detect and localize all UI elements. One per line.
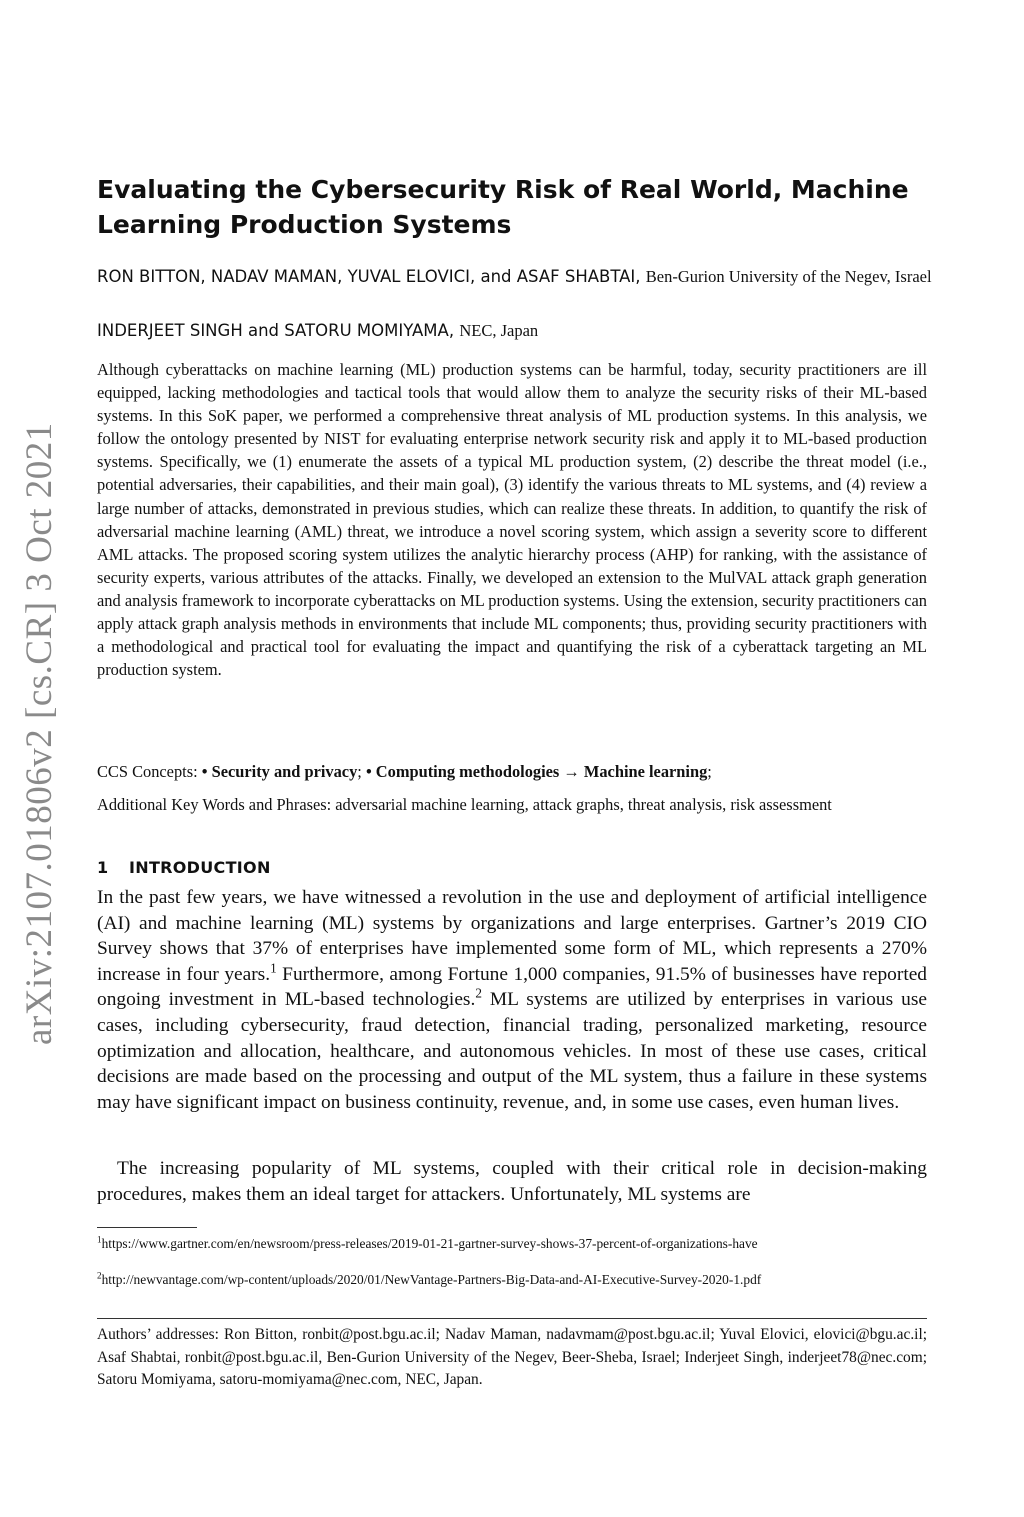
address-divider: [97, 1318, 927, 1319]
footnote: [97, 1271, 927, 1289]
ccs-term: • Security and privacy: [201, 762, 358, 781]
author-names: RON BITTON, NADAV MAMAN, YUVAL ELOVICI, and ASAF SHABTAI,: [97, 267, 641, 286]
section-number: 1: [97, 858, 109, 877]
ccs-separator: ;: [357, 762, 362, 781]
author-affiliation: NEC, Japan: [459, 321, 539, 340]
ccs-label: CCS Concepts:: [97, 762, 198, 781]
author-names: INDERJEET SINGH and SATORU MOMIYAMA,: [97, 321, 455, 340]
footnote-divider: [97, 1227, 197, 1228]
intro-text: In the past few years, we have witnessed a revolution in the use and deployment of artificial intelligence (AI) and machine learning (ML) systems by organizations and large enterprises. Gartner’s 2019 CIO Survey shows that 37% of enterprises have implemented some form of ML, which represents a 270% increase in four years.: [97, 887, 927, 985]
footnote-link[interactable]: https://www.gartner.com/en/newsroom/press-releases/2019-01-21-gartner-survey-shows-37-percent-of-organizations-have: [101, 1236, 758, 1251]
intro-text: ML systems are utilized by enterprises in various use cases, including cybersecurity, fraud detection, financial trading, personalized marketing, resource optimization and allocation, healthcare, and autonomous vehicles. In most of these use cases, critical decisions are made based on the processing and output of the ML system, thus a failure in these systems may have significant impact on business continuity, revenue, and, in some use cases, even human lives.: [97, 989, 928, 1113]
footnote: [97, 1235, 927, 1253]
footnote-ref-1[interactable]: 1: [270, 960, 277, 976]
arxiv-identifier-stamp: arXiv:2107.01806v2 [cs.CR] 3 Oct 2021: [19, 422, 60, 1045]
intro-paragraph: The increasing popularity of ML systems, coupled with their critical role in decision-making procedures, makes them an ideal target for attackers. Unfortunately, ML systems are: [97, 1158, 927, 1205]
author-addresses: Authors’ addresses: Ron Bitton, ronbit@post.bgu.ac.il; Nadav Maman, nadavmam@post.bgu.ac.il; Yuval Elovici, elovici@bgu.ac.il; Asaf Shabtai, ronbit@post.bgu.ac.il, Ben-Gurion University of the Negev, Beer-Sheba, Israel; Inderjeet Singh, inderjeet78@nec.com; Satoru Momiyama, satoru-momiyama@nec.com, NEC, Japan.: [97, 1326, 927, 1388]
ccs-term: • Computing methodologies: [365, 762, 560, 781]
author-line-2: [97, 319, 932, 343]
footnote-mark: 2: [97, 1270, 102, 1281]
author-affiliation: Ben-Gurion University of the Negev, Israel: [645, 267, 932, 286]
paper-title: Evaluating the Cybersecurity Risk of Real World, Machine Learning Production Systems: [97, 175, 909, 239]
footnote-mark: 1: [97, 1234, 102, 1245]
intro-text: Furthermore, among Fortune 1,000 companies, 91.5% of businesses have reported ongoing investment in ML-based technologies.: [97, 963, 928, 1011]
section-title: INTRODUCTION: [129, 858, 271, 877]
author-line-1: [97, 265, 932, 289]
ccs-concepts: [97, 760, 927, 783]
intro-paragraph: [97, 885, 927, 1115]
footnote-ref-2[interactable]: 2: [475, 985, 482, 1001]
ccs-term: Machine learning: [583, 762, 708, 781]
section-heading: [97, 858, 271, 877]
additional-keywords: Additional Key Words and Phrases: adversarial machine learning, attack graphs, threat analysis, risk assessment: [97, 795, 832, 814]
ccs-arrow: →: [559, 762, 584, 781]
footnote-link[interactable]: http://newvantage.com/wp-content/uploads/2020/01/NewVantage-Partners-Big-Data-and-AI-Executive-Survey-2020-1.pdf: [101, 1272, 762, 1287]
ccs-end: ;: [707, 762, 712, 781]
abstract: Although cyberattacks on machine learning (ML) production systems can be harmful, today, security practitioners are ill equipped, lacking methodologies and tactical tools that would allow them to analyze the security risks of their ML-based systems. In this SoK paper, we performed a comprehensive threat analysis of ML production systems. In this analysis, we follow the ontology presented by NIST for evaluating enterprise network security risk and apply it to ML-based production systems. Specifically, we (1) enumerate the assets of a typical ML production system, (2) describe the threat model (i.e., potential adversaries, their capabilities, and their main goal), (3) identify the various threats to ML systems, and (4) review a large number of attacks, demonstrated in previous studies, which can realize these threats. In addition, to quantify the risk of adversarial machine learning (AML) threat, we introduce a novel scoring system, which assign a severity score to different AML attacks. The proposed scoring system utilizes the analytic hierarchy process (AHP) for ranking, with the assistance of security experts, various attributes of the attacks. Finally, we developed an extension to the MulVAL attack graph generation and analysis framework to incorporate cyberattacks on ML production systems. Using the extension, security practitioners can apply attack graph analysis methods in environments that include ML components; thus, providing security practitioners with a methodological and practical tool for evaluating the impact and quantifying the risk of a cyberattack targeting an ML production system.: [97, 360, 927, 680]
